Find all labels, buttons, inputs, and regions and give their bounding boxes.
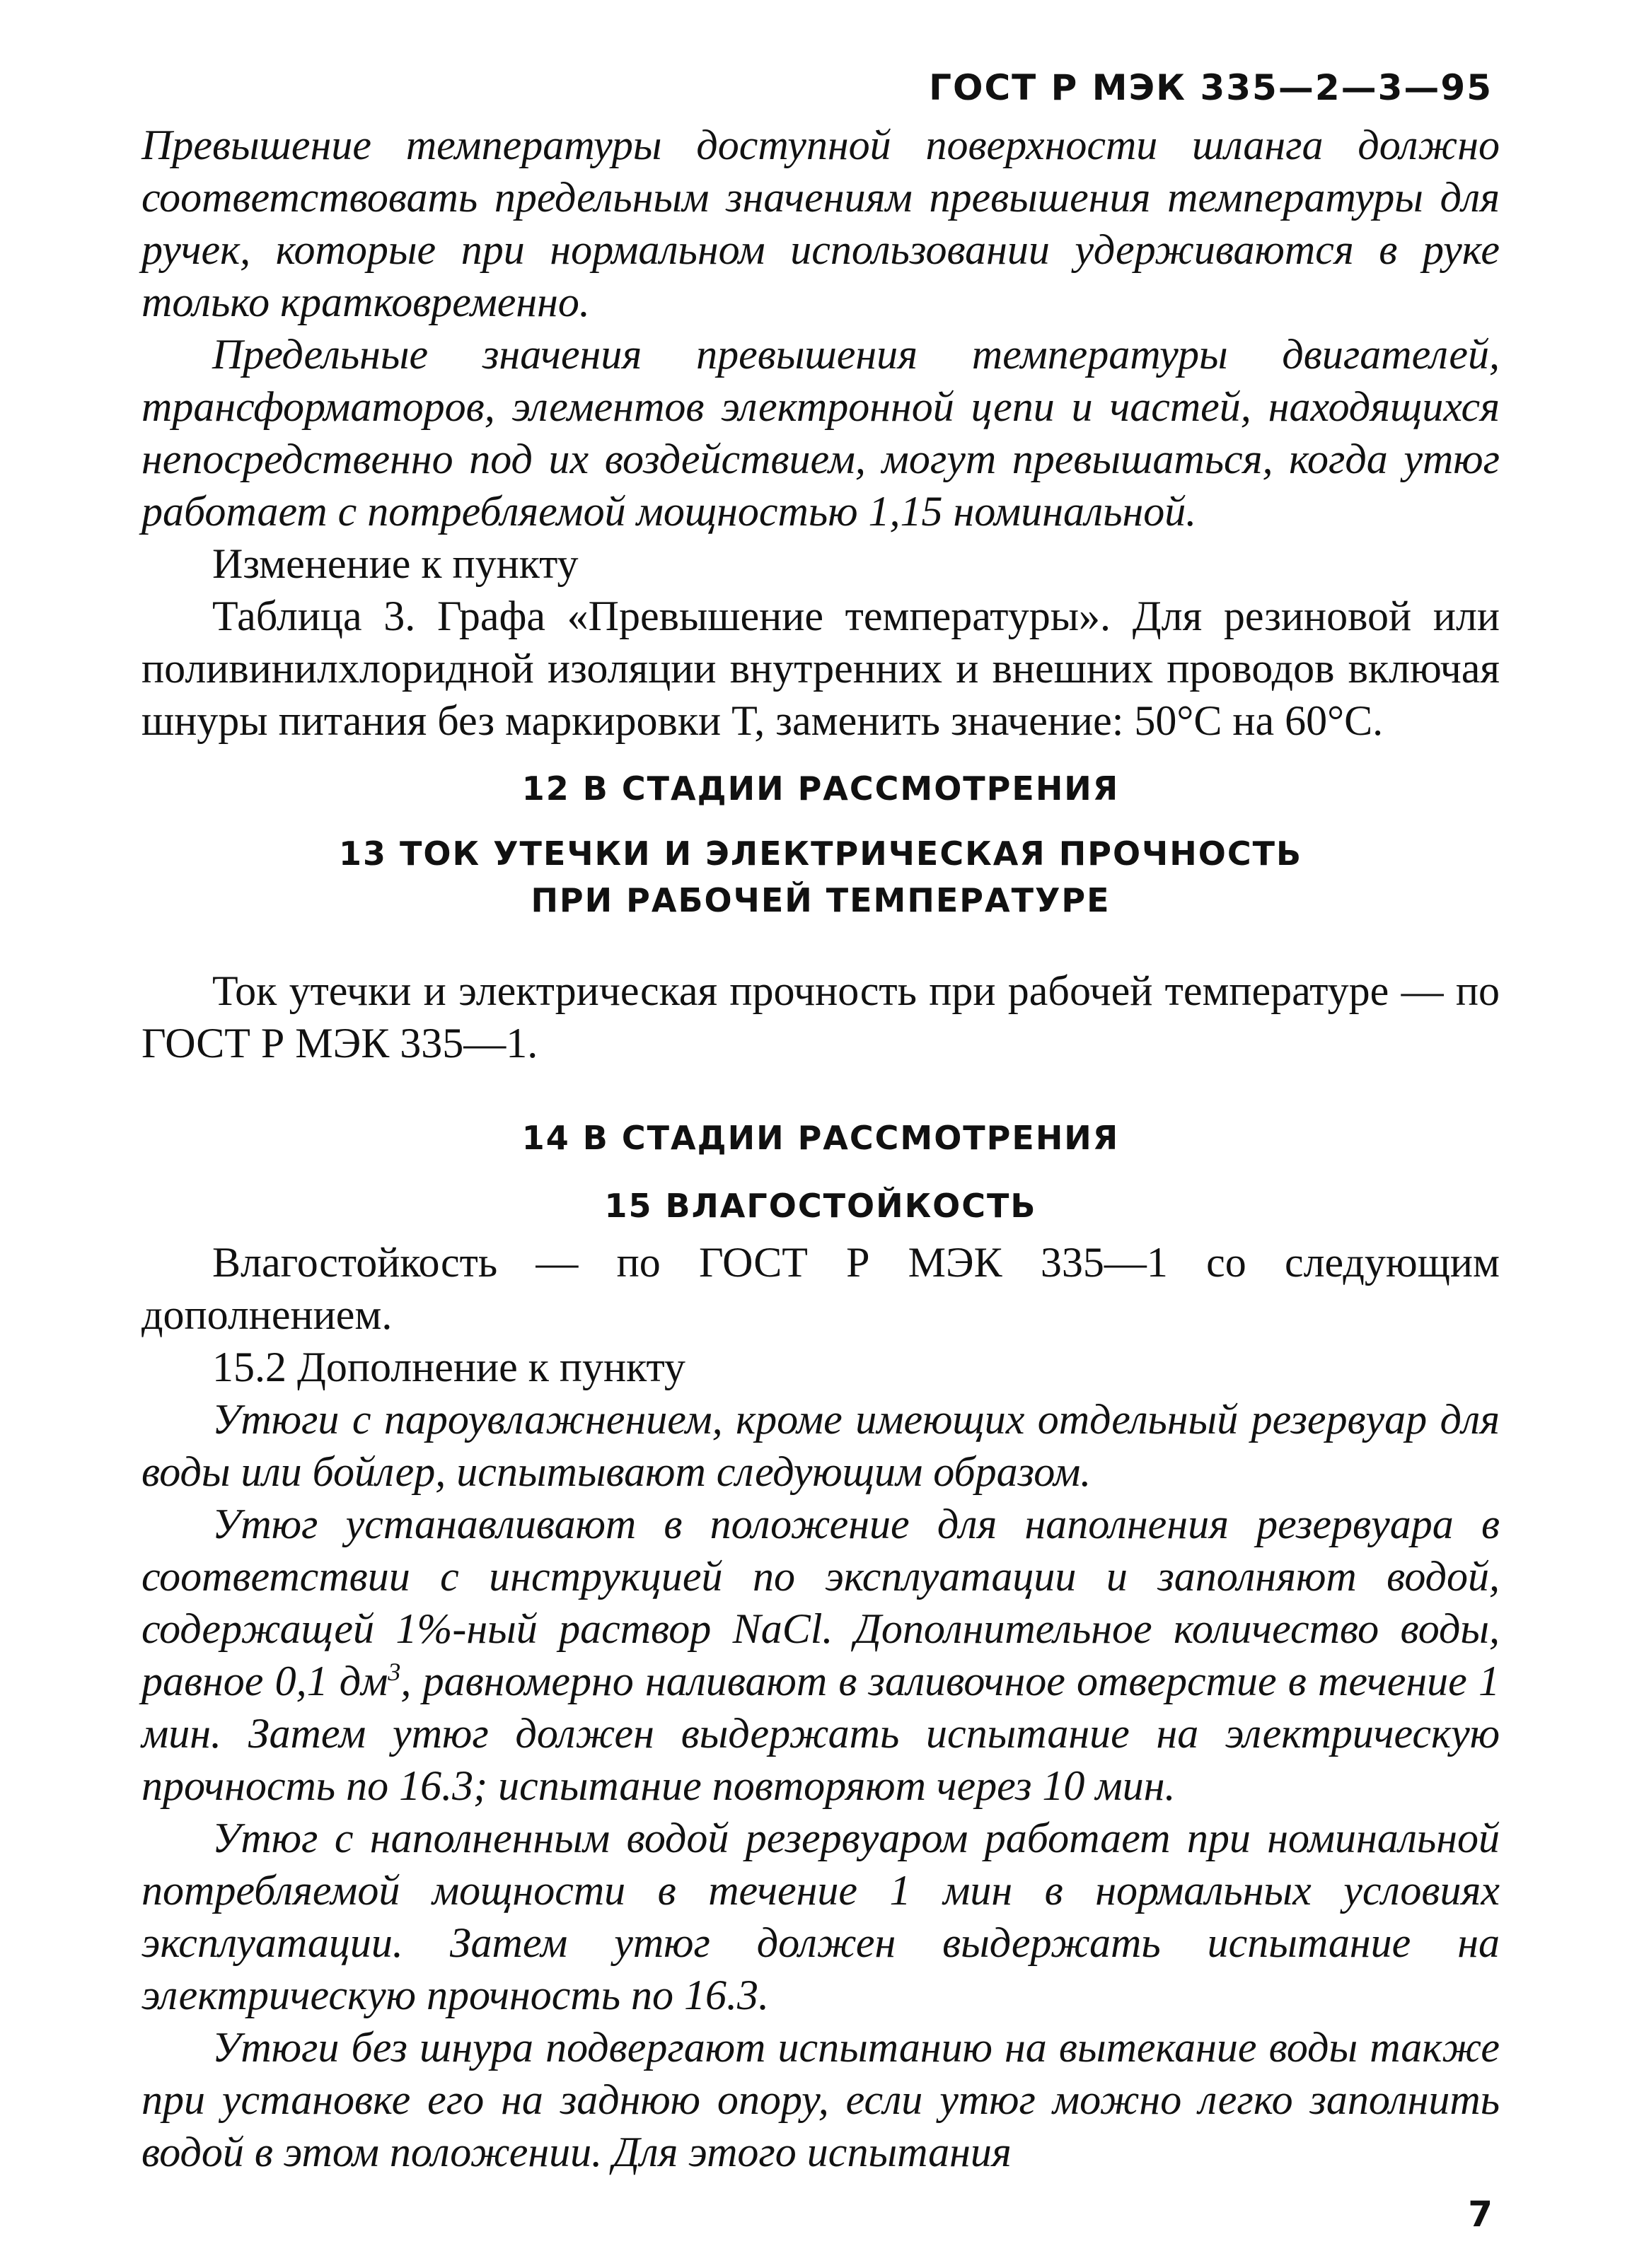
paragraph-cordless-irons: Утюги без шнура подвергают испытанию на вытекание воды также при установке его на заднюю опору, если утюг можно легко заполнить водой в этом положении. Для этого испытания	[141, 2024, 1500, 2175]
paragraph-reservoir-filling	[141, 1498, 1500, 1812]
paragraph-leakage-current: Ток утечки и электрическая прочность при рабочей температуре — по ГОСТ Р МЭК 335—1.	[141, 967, 1500, 1066]
paragraph-filled-iron-test: Утюг с наполненным водой резервуаром работает при номинальной потребляемой мощности в течение 1 мин в нормальных условиях эксплуатации. Затем утюг должен выдержать испытание на электрическую прочность по 16.3.	[141, 1815, 1500, 2018]
paragraph-temperature-limits: Предельные значения превышения температуры двигателей, трансформаторов, элементов электронной цепи и частей, находящихся непосредственно под их воздействием, могут превышаться, когда утюг работает с потребляемой мощностью 1,15 номинальной.	[141, 331, 1500, 535]
paragraph-amendment-title: Изменение к пункту	[212, 540, 579, 587]
document-page	[141, 57, 1500, 2235]
paragraph-table3-amendment: Таблица 3. Графа «Превышение температуры». Для резиновой или поливинилхлоридной изоляции внутренних и внешних проводов включая шнуры питания без маркировки T, заменить значение: 50°С на 60°С.	[141, 593, 1500, 744]
section-heading-14: 14 В СТАДИИ РАССМОТРЕНИЯ	[521, 1119, 1120, 1157]
paragraph-moisture-resistance: Влагостойкость — по ГОСТ Р МЭК 335—1 со следующим дополнением.	[141, 1239, 1500, 1338]
paragraph-steam-irons: Утюги с пароувлажнением, кроме имеющих отдельный резервуар для воды или бойлер, испытывают следующим образом.	[141, 1396, 1500, 1495]
page-number: 7	[1468, 2194, 1493, 2235]
paragraph-clause-15-2: 15.2 Дополнение к пункту	[212, 1344, 685, 1390]
running-header: ГОСТ Р МЭК 335—2—3—95	[929, 67, 1493, 108]
section-heading-13	[141, 830, 1500, 924]
section-heading-13-line2: ПРИ РАБОЧЕЙ ТЕМПЕРАТУРЕ	[531, 881, 1111, 919]
paragraph-surface-temperature: Превышение температуры доступной поверхности шланга должно соответствовать предельным значениям превышения температуры для ручек, которые при нормальном использовании удерживаются в руке только кратковременно.	[141, 122, 1500, 325]
reservoir-filling-text-1: Утюг устанавливают в положение для наполнения резервуара в соответствии с инструкцией по эксплуатации и заполняют водой, содержащей 1%-ный раствор NaCl. Дополнительное количество воды, равное 0,1 дм	[141, 1501, 1500, 1704]
section-heading-13-line1: 13 ТОК УТЕЧКИ И ЭЛЕКТРИЧЕСКАЯ ПРОЧНОСТЬ	[338, 834, 1303, 873]
superscript-3: 3	[388, 1658, 401, 1686]
reservoir-filling-text-2: , равномерно наливают в заливочное отверстие в течение 1 мин. Затем утюг должен выдержать испытание на электрическую прочность по 16.3; испытание повторяют через 10 мин.	[141, 1658, 1500, 1809]
section-heading-15: 15 ВЛАГОСТОЙКОСТЬ	[604, 1187, 1037, 1225]
section-heading-12: 12 В СТАДИИ РАССМОТРЕНИЯ	[521, 769, 1120, 808]
